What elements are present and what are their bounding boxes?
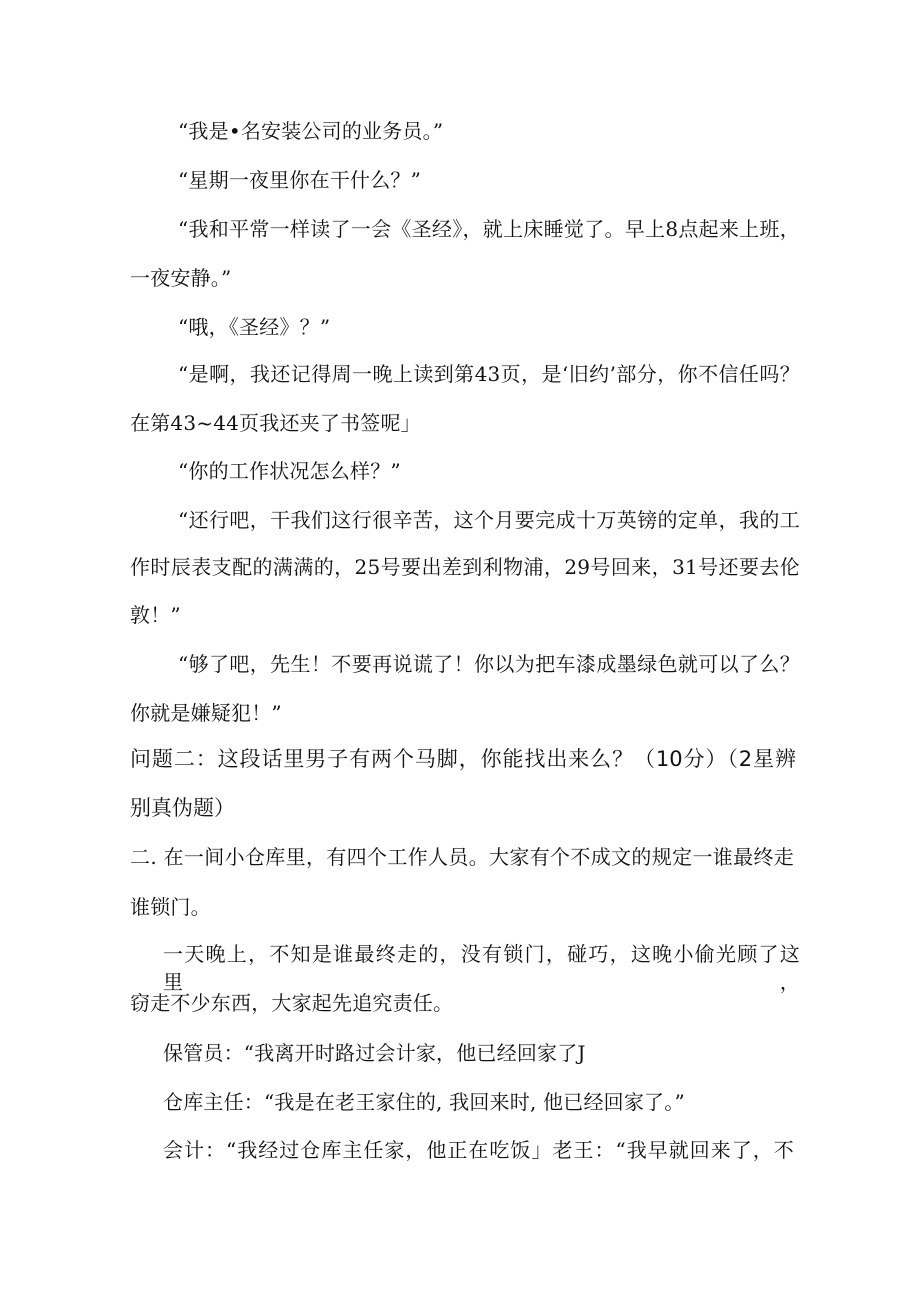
section-two-line: 二. 在一间小仓库里，有四个工作人员。大家有个不成文的规定一谁最终走 — [130, 845, 794, 869]
dialogue-line: 在第43~44页我还夹了书签呢」 — [130, 411, 421, 435]
dialogue-line: “我和平常一样读了一会《圣经》，就上床睡觉了。早上8点起来上班， — [178, 217, 800, 241]
dialogue-line: “你的工作状况怎么样？” — [178, 459, 401, 483]
section-two-line: 保管员：“我离开时路过会计家，他已经回家了J — [163, 1041, 586, 1065]
dialogue-line: 敦！” — [130, 603, 181, 627]
dialogue-line: 一夜安静。” — [130, 266, 232, 290]
section-two-line: 窃走不少东西，大家起先追究责任。 — [130, 991, 454, 1015]
dialogue-line: “是啊，我还记得周一晚上读到第43页，是‘旧约’部分，你不信任吗？ — [178, 362, 800, 386]
section-two-line: 谁锁门。 — [130, 895, 211, 919]
dialogue-line: 你就是嫌疑犯！” — [130, 701, 282, 725]
dialogue-line: “星期一夜里你在干什么？” — [178, 168, 422, 192]
dialogue-line: “哦，《圣经》？” — [178, 315, 331, 339]
dialogue-line: “还行吧，干我们这行很辛苦，这个月要完成十万英镑的定单，我的工 — [178, 508, 800, 532]
question-two-heading: 别真伪题） — [130, 796, 235, 820]
section-two-line: 一天晚上，不知是谁最终走的，没有锁门，碰巧，这晚小偷光顾了这里， — [163, 942, 800, 994]
dialogue-line: 作时辰表支配的满满的，25号要出差到利物浦，29号回来，31号还要去伦 — [130, 555, 800, 579]
section-two-line: 仓库主任：“我是在老王家住的, 我回来时, 他已经回家了。” — [163, 1090, 685, 1114]
section-two-line: 会计：“我经过仓库主任家，他正在吃饭」老王：“我早就回来了，不 — [163, 1138, 794, 1162]
dialogue-line: “够了吧，先生！不要再说谎了！你以为把车漆成墨绿色就可以了么？ — [178, 652, 800, 676]
question-two-heading: 问题二：这段话里男子有两个马脚，你能找出来么？（10分）（2星辨 — [130, 747, 796, 771]
dialogue-line: “我是•名安装公司的业务员。” — [178, 119, 444, 143]
